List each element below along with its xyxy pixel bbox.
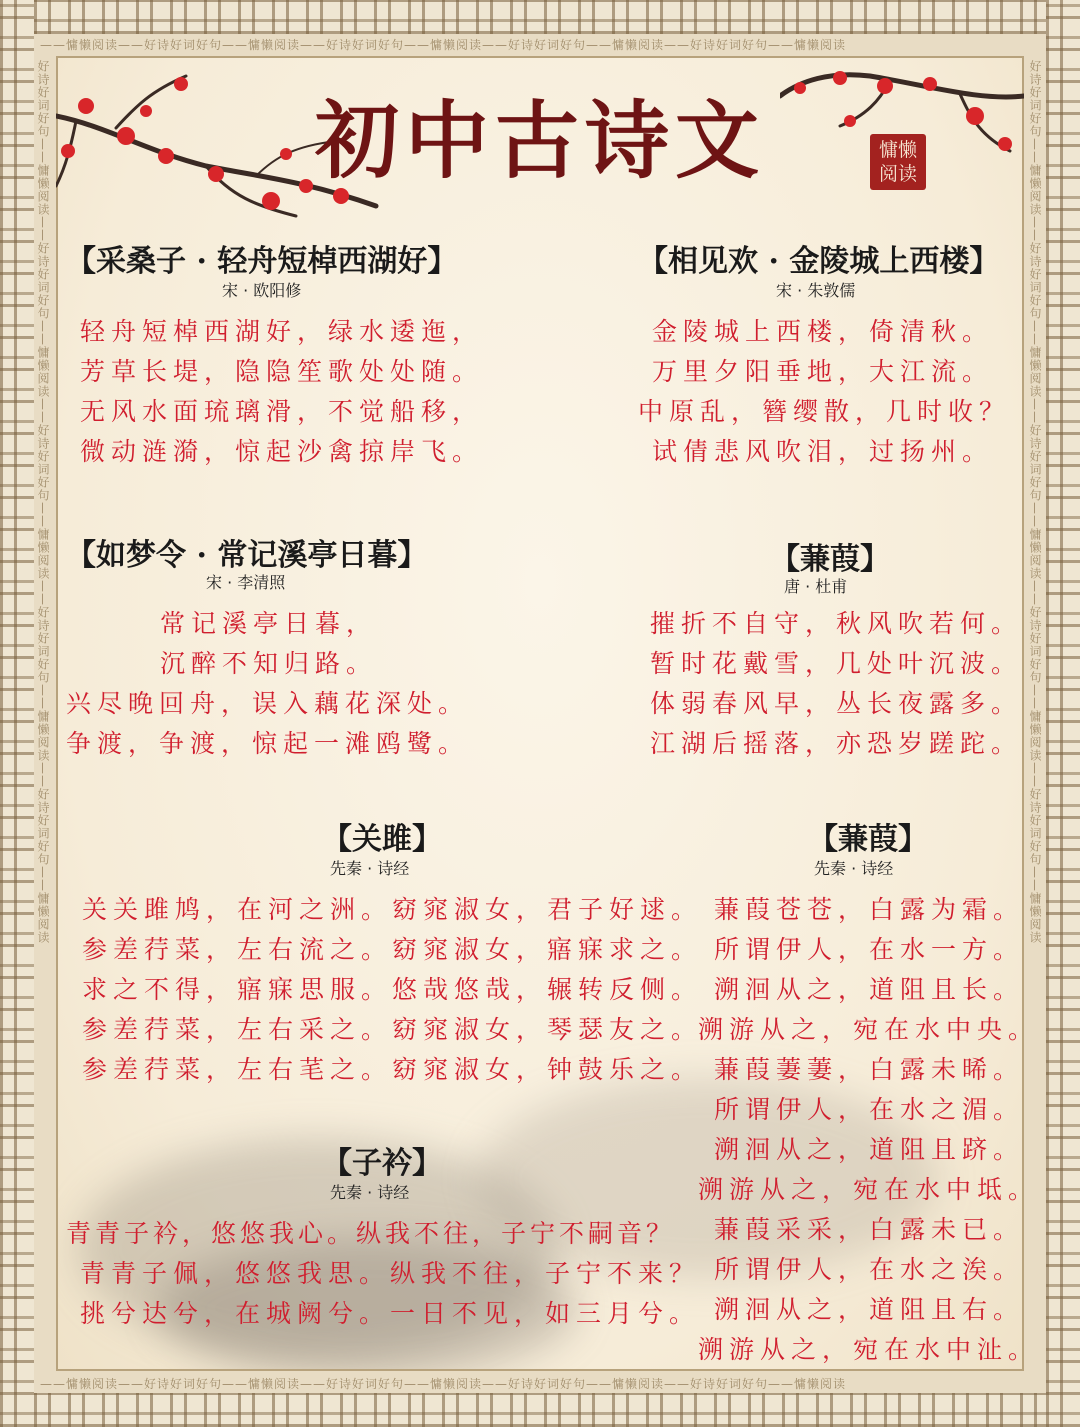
poem-author: 先秦 · 诗经 [330, 1183, 410, 1202]
watermark-top: ——慵懒阅读——好诗好词好句——慵懒阅读——好诗好词好句——慵懒阅读——好诗好词好句——慵懒阅读——好诗好词好句——慵懒阅读 [40, 38, 847, 52]
poem-line: 蒹葭采采，白露未已。 [714, 1215, 1025, 1244]
poem-line: 争渡，争渡，惊起一滩鸥鹭。 [66, 729, 470, 758]
meander-border-top [0, 0, 1080, 34]
poem-line: 所谓伊人，在水一方。 [714, 935, 1025, 964]
poem-author: 宋 · 欧阳修 [222, 281, 302, 300]
poem-line: 摧折不自守，秋风吹若何。 [650, 609, 1023, 638]
poem-line: 溯洄从之，道阻且长。 [714, 975, 1025, 1004]
poem-author: 先秦 · 诗经 [814, 859, 894, 878]
poem-title: 【采桑子 · 轻舟短棹西湖好】 [66, 244, 458, 279]
poem-line: 江湖后摇落，亦恐岁蹉跎。 [650, 729, 1023, 758]
poem-line: 溯洄从之，道阻且右。 [714, 1295, 1025, 1324]
poem-line: 蒹葭苍苍，白露为霜。 [714, 895, 1025, 924]
poem-line: 常记溪亭日暮， [160, 609, 378, 638]
poem-title: 【子衿】 [322, 1146, 442, 1181]
poem-line: 暂时花戴雪，几处叶沉波。 [650, 649, 1023, 678]
meander-border-left [0, 0, 34, 1427]
poem-line: 所谓伊人，在水之湄。 [714, 1095, 1025, 1124]
poem-line: 金陵城上西楼，倚清秋。 [652, 317, 994, 346]
poem-title: 【蒹葭】 [808, 822, 928, 857]
poem-line: 溯游从之，宛在水中央。 [698, 1015, 1040, 1044]
meander-border-right [1046, 0, 1080, 1427]
poem-line: 求之不得，寤寐思服。悠哉悠哉，辗转反侧。 [82, 975, 703, 1004]
poem-title: 【关雎】 [322, 822, 442, 857]
poem-line: 挑兮达兮，在城阙兮。一日不见，如三月兮。 [80, 1299, 701, 1328]
poem-line: 参差荇菜，左右芼之。窈窕淑女，钟鼓乐之。 [82, 1055, 703, 1084]
poem-line: 体弱春风早，丛长夜露多。 [650, 689, 1023, 718]
watermark-left: 好诗好词好句——慵懒阅读——好诗好词好句——慵懒阅读——好诗好词好句——慵懒阅读——好诗好词好句——慵懒阅读——好诗好词好句——慵懒阅读 [36, 60, 50, 944]
seal-stamp [870, 134, 926, 190]
poem-line: 溯游从之，宛在水中沚。 [698, 1335, 1040, 1364]
poem-line: 所谓伊人，在水之涘。 [714, 1255, 1025, 1284]
poem-author: 唐 · 杜甫 [784, 577, 848, 596]
poem-line: 参差荇菜，左右采之。窈窕淑女，琴瑟友之。 [82, 1015, 703, 1044]
poem-line: 兴尽晚回舟，误入藕花深处。 [66, 689, 470, 718]
poem-line: 轻舟短棹西湖好，绿水逶迤， [80, 317, 484, 346]
poem-author: 先秦 · 诗经 [330, 859, 410, 878]
watermark-bottom: ——慵懒阅读——好诗好词好句——慵懒阅读——好诗好词好句——慵懒阅读——好诗好词好句——慵懒阅读——好诗好词好句——慵懒阅读 [40, 1377, 847, 1391]
poem-title: 【蒹葭】 [770, 542, 890, 577]
poem-line: 青青子佩，悠悠我思。纵我不往，子宁不来？ [80, 1259, 701, 1288]
poem-line: 试倩悲风吹泪，过扬州。 [652, 437, 994, 466]
poem-line: 无风水面琉璃滑，不觉船移， [80, 397, 484, 426]
poem-line: 中原乱，簪缨散，几时收？ [638, 397, 1011, 426]
page-title: 初中古诗文 [314, 91, 765, 190]
poem-author: 宋 · 朱敦儒 [776, 281, 856, 300]
poem-line: 微动涟漪，惊起沙禽掠岸飞。 [80, 437, 484, 466]
poem-line: 关关雎鸠，在河之洲。窈窕淑女，君子好逑。 [82, 895, 703, 924]
seal-line: 阅读 [878, 163, 917, 185]
poem-line: 青青子衿，悠悠我心。纵我不往，子宁不嗣音？ [66, 1219, 676, 1248]
poem-line: 万里夕阳垂地，大江流。 [652, 357, 994, 386]
poem-line: 沉醉不知归路。 [160, 649, 378, 678]
poem-author: 宋 · 李清照 [206, 573, 286, 592]
poem-line: 芳草长堤，隐隐笙歌处处随。 [80, 357, 484, 386]
meander-border-bottom [0, 1393, 1080, 1427]
poem-line: 溯游从之，宛在水中坻。 [698, 1175, 1040, 1204]
watermark-right: 好诗好词好句——慵懒阅读——好诗好词好句——慵懒阅读——好诗好词好句——慵懒阅读——好诗好词好句——慵懒阅读——好诗好词好句——慵懒阅读 [1028, 60, 1042, 944]
poem-title: 【相见欢 · 金陵城上西楼】 [638, 244, 1000, 279]
poem-title: 【如梦令 · 常记溪亭日暮】 [66, 538, 428, 573]
poem-line: 参差荇菜，左右流之。窈窕淑女，寤寐求之。 [82, 935, 703, 964]
poem-line: 蒹葭萋萋，白露未晞。 [714, 1055, 1025, 1084]
poem-line: 溯洄从之，道阻且跻。 [714, 1135, 1025, 1164]
seal-line: 慵懒 [878, 139, 917, 161]
